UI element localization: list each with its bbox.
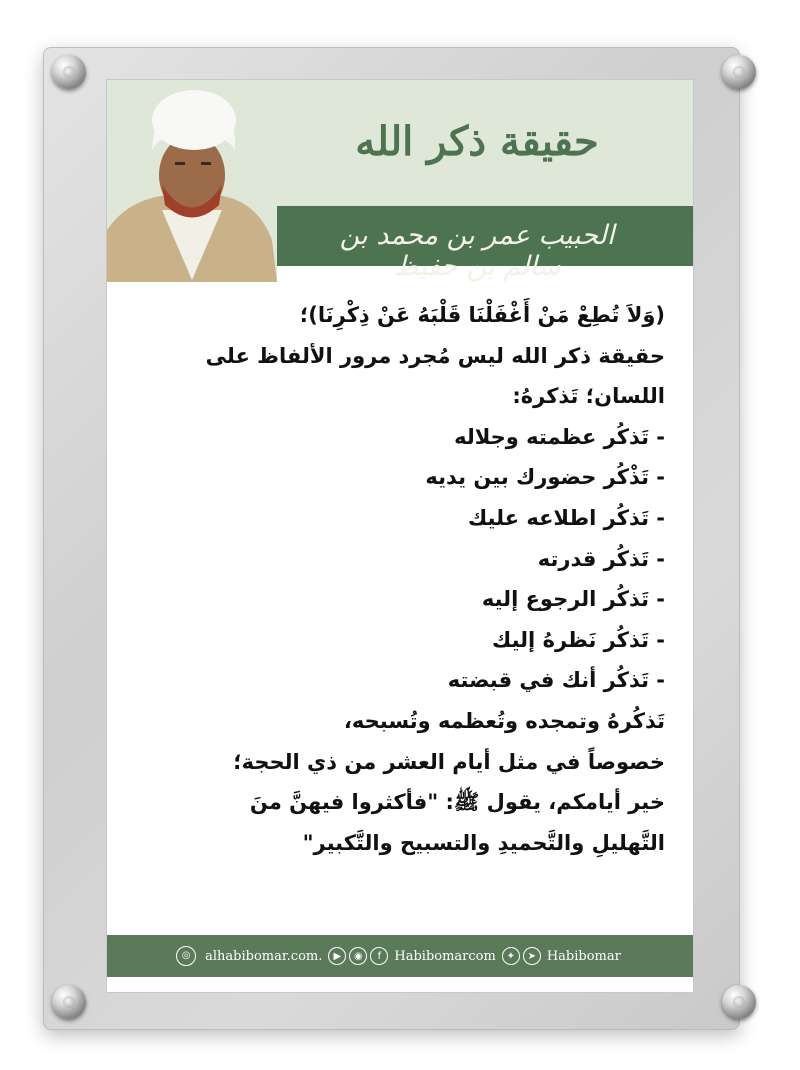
poster-header <box>107 80 693 282</box>
text-line: - تَذكُر عظمته وجلاله <box>454 424 665 449</box>
page-title: حقيقة ذكر الله <box>355 118 599 165</box>
text-line: حقيقة ذكر الله ليس مُجرد مرور الألفاظ على <box>205 343 665 368</box>
screw-icon <box>52 985 86 1019</box>
body-text <box>135 295 665 863</box>
globe-icon: ◎ <box>176 946 196 966</box>
text-line: تَذكُرهُ وتمجده وتُعظمه وتُسبحه، <box>343 708 665 733</box>
text-line: - تَذكُر نَظرهُ إليك <box>492 627 665 652</box>
facebook-handle[interactable]: Habibomarcom <box>394 948 496 964</box>
text-line: التَّهليلِ والتَّحميدِ والتسبيح والتَّكبير" <box>302 830 665 855</box>
poster <box>107 80 693 992</box>
text-line: - تَذكُر قدرته <box>537 546 665 571</box>
telegram-icon[interactable]: ➤ <box>523 947 541 965</box>
text-line: خصوصاً في مثل أيام العشر من ذي الحجة؛ <box>233 749 665 774</box>
portrait-avatar <box>107 80 277 282</box>
screw-icon <box>722 55 756 89</box>
text-line: - تَذكُر أنك في قبضته <box>447 668 665 693</box>
website-link[interactable]: alhabibomar.com. <box>205 948 323 964</box>
text-line: (وَلاَ تُطِعْ مَنْ أَغْفَلْنَا قَلْبَهُ عَنْ ذِكْرِنَا)؛ <box>299 303 665 327</box>
footer-bar <box>107 935 693 977</box>
screw-icon <box>52 55 86 89</box>
text-line: خير أيامكم، يقول ﷺ: "فأكثروا فيهنَّ منَ <box>249 790 665 815</box>
screw-icon <box>722 985 756 1019</box>
youtube-icon[interactable]: ▶ <box>328 947 346 965</box>
twitter-icon[interactable]: ✦ <box>502 947 520 965</box>
text-line: - تَذكُر اطلاعه عليك <box>468 505 665 530</box>
text-line: - تَذكُر الرجوع إليه <box>481 587 665 612</box>
text-line: اللسان؛ تَذكرهُ: <box>512 384 665 409</box>
calligraphy-signature: الحبيب عمر بن محمد بن سالم بن حفيظ <box>339 220 615 282</box>
facebook-icon[interactable]: f <box>370 947 388 965</box>
twitter-handle[interactable]: Habibomar <box>546 948 621 964</box>
text-line: - تَذْكُر حضورك بين يديه <box>425 465 665 490</box>
instagram-icon[interactable]: ◉ <box>349 947 367 965</box>
